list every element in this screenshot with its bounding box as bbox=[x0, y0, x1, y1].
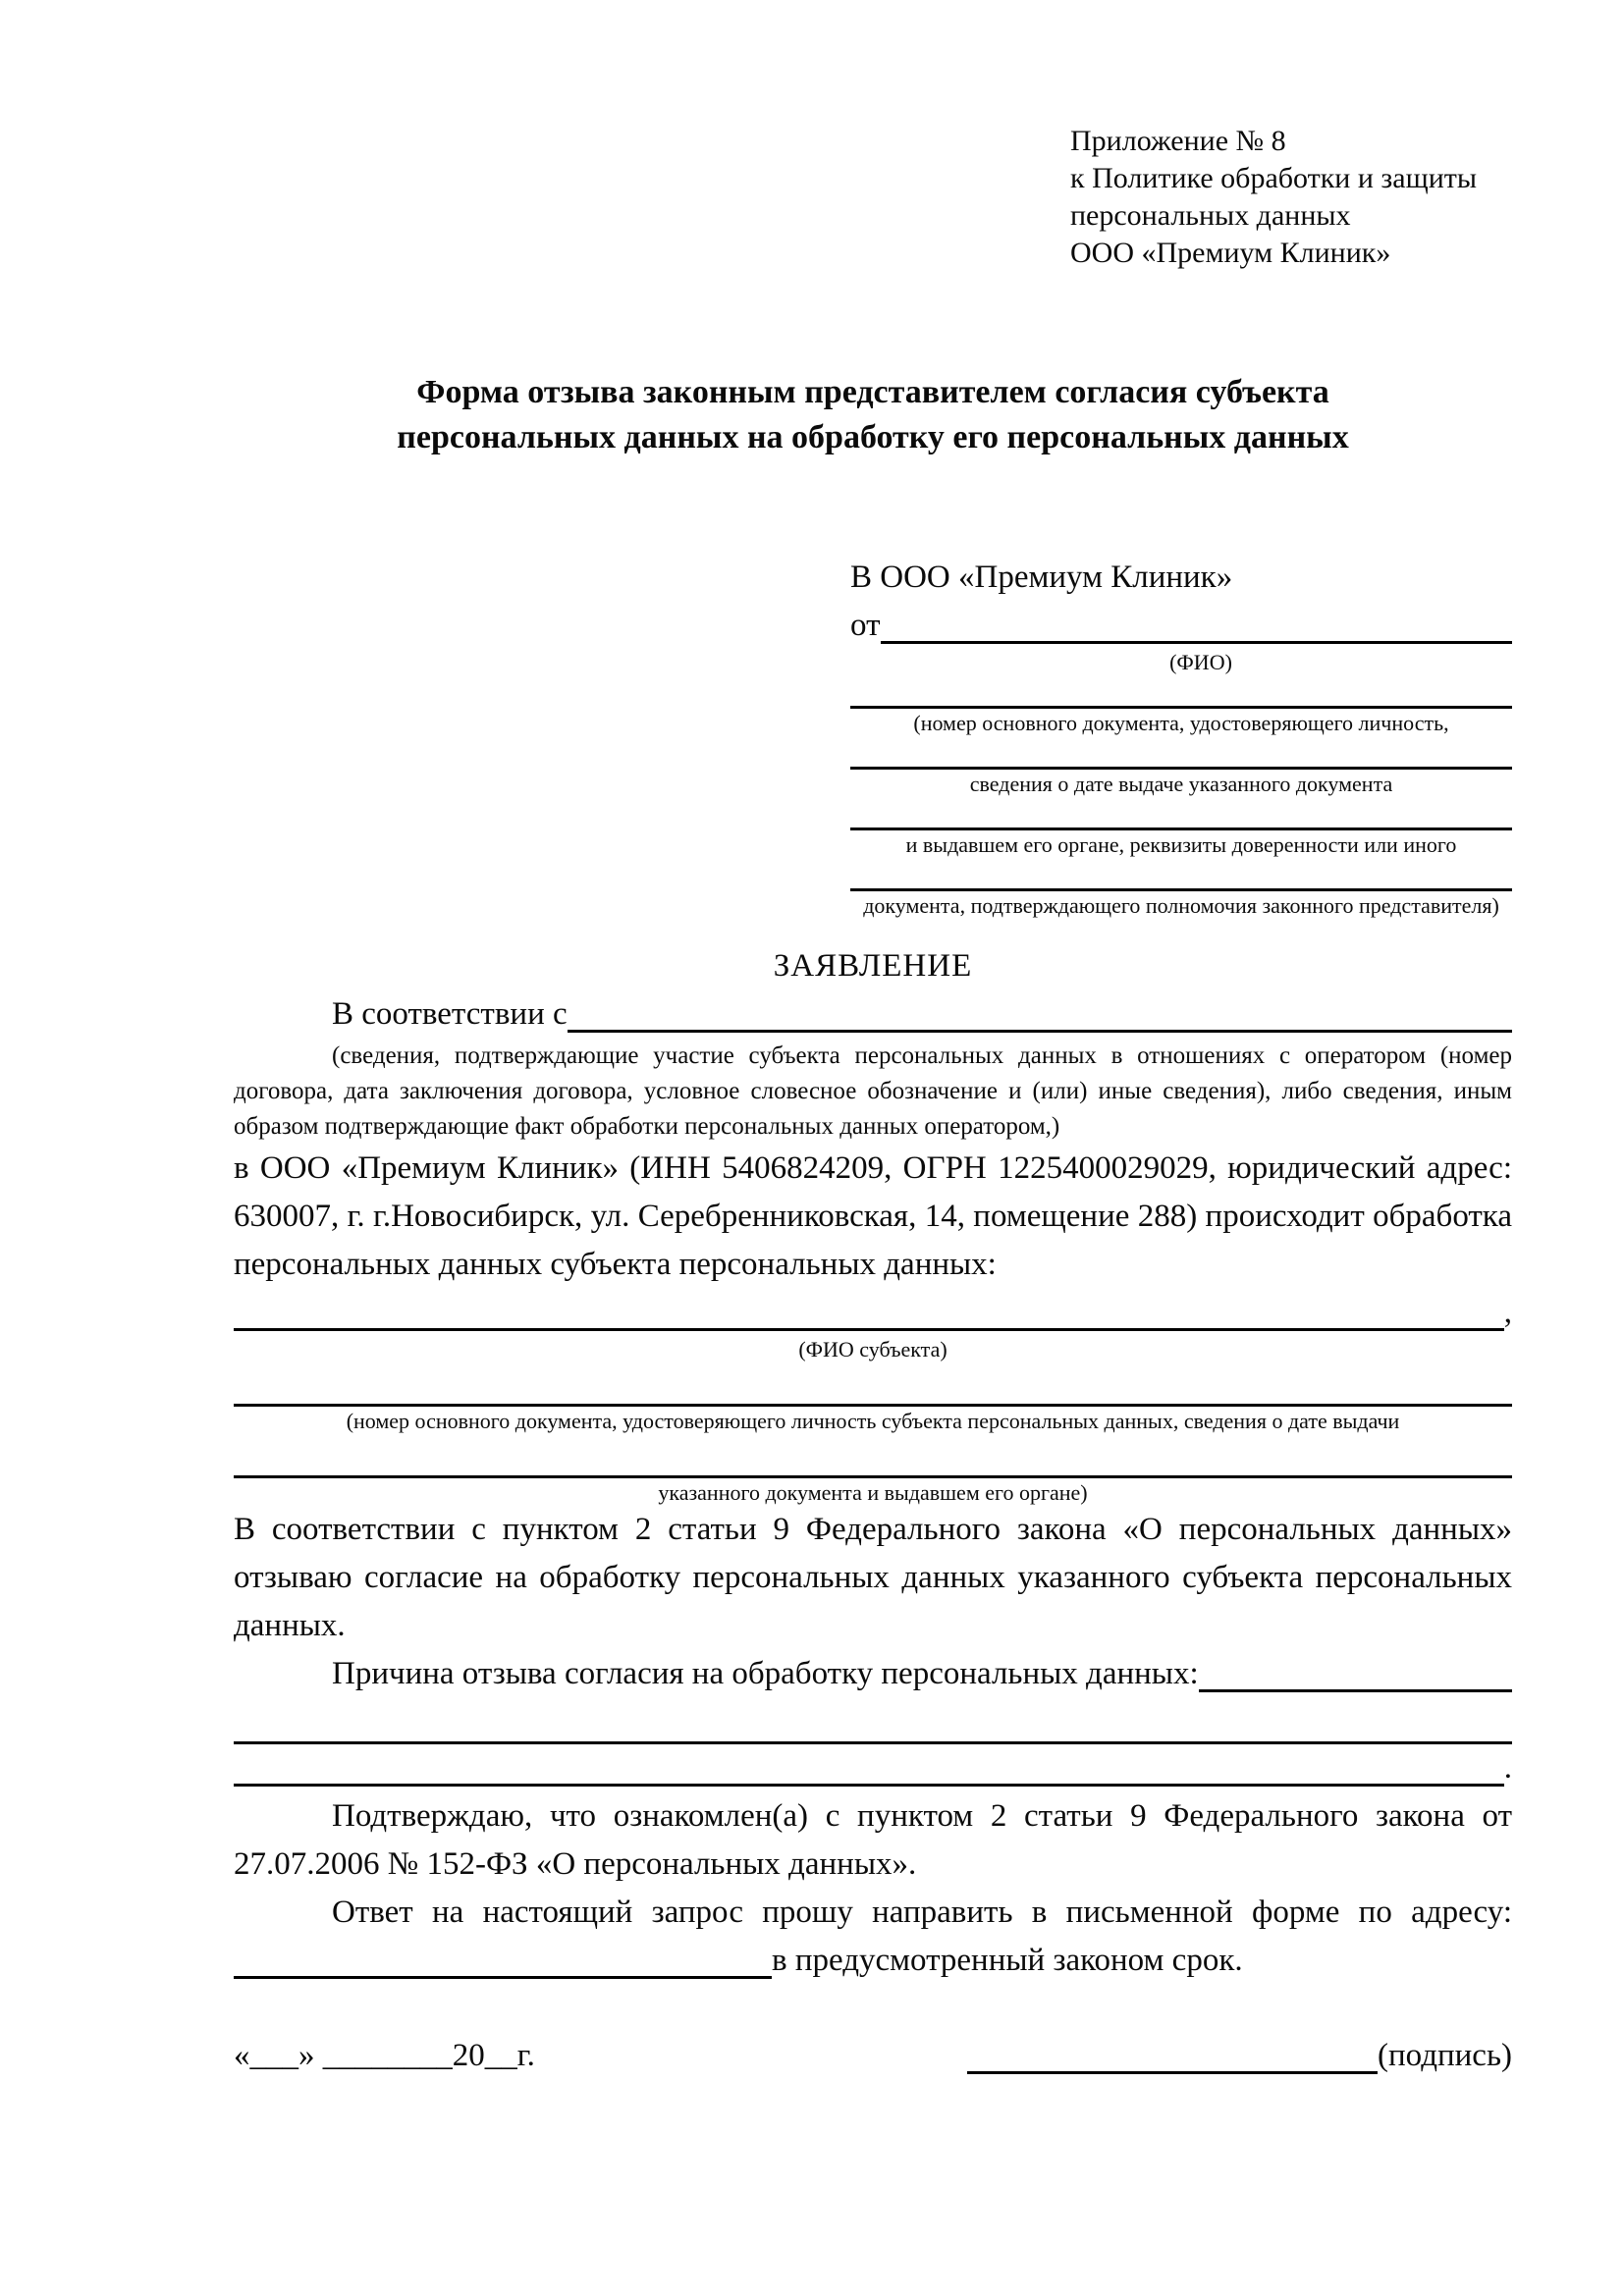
intro-blank-field[interactable] bbox=[568, 990, 1512, 1033]
subject-fio-row bbox=[234, 1289, 1512, 1337]
appendix-number: Приложение № 8 bbox=[1070, 125, 1286, 157]
reply-paragraph: Ответ на настоящий запрос прошу направить в письменной форме по адресу: bbox=[332, 1895, 1512, 1930]
representative-doc-field bbox=[850, 675, 1512, 736]
subject-fio-caption: (ФИО субъекта) bbox=[798, 1337, 947, 1362]
intro-row bbox=[234, 990, 1512, 1039]
reason-blank-field[interactable] bbox=[1199, 1650, 1512, 1692]
subject-fio-comma: , bbox=[1503, 1295, 1512, 1330]
doc-number-blank-field[interactable] bbox=[850, 675, 1512, 709]
representative-doc-field bbox=[850, 736, 1512, 797]
reason-continuation2-blank-field[interactable] bbox=[234, 1744, 1504, 1787]
signature-blank-field[interactable] bbox=[967, 2032, 1378, 2074]
from-label: от bbox=[850, 608, 881, 643]
doc-authority-caption: и выдавшем его органе, реквизиты доверенности или иного bbox=[905, 832, 1457, 857]
confirm-paragraph: Подтверждаю, что ознакомлен(а) с пунктом 2 статьи 9 Федерального закона от 27.07.2006 № 152-ФЗ «О персональных данных». bbox=[234, 1798, 1512, 1882]
withdraw-paragraph: В соответствии с пунктом 2 статьи 9 Федерального закона «О персональных данных» отзываю согласие на обработку персональных данных указанного субъекта персональных данных. bbox=[234, 1512, 1512, 1643]
signature-caption: (подпись) bbox=[1378, 2038, 1512, 2073]
doc-powers-caption: документа, подтверждающего полномочия законного представителя) bbox=[863, 893, 1499, 918]
operator-paragraph: в ООО «Премиум Клиник» (ИНН 5406824209, ОГРН 1225400029029, юридический адрес: 630007, г. г.Новосибирск, ул. Серебренниковская, 14, помещение 288) происходит обработка персональных данных субъекта персональных данных: bbox=[234, 1150, 1512, 1282]
doc-number-caption: (номер основного документа, удостоверяющего личность, bbox=[913, 711, 1449, 735]
reason-row bbox=[234, 1650, 1512, 1698]
doc-powers-blank-field[interactable] bbox=[850, 858, 1512, 891]
appendix-header bbox=[1070, 123, 1512, 272]
reason-period: . bbox=[1503, 1750, 1512, 1786]
doc-issue-date-caption: сведения о дате выдаче указанного документа bbox=[969, 772, 1393, 796]
representative-doc-field bbox=[850, 858, 1512, 919]
subject-fio-blank-field[interactable] bbox=[234, 1289, 1504, 1331]
subject-doc-caption-2: указанного документа и выдавшем его органе) bbox=[658, 1480, 1088, 1505]
reply-address-blank-field[interactable] bbox=[234, 1937, 772, 1979]
footer bbox=[234, 2032, 1512, 2080]
subject-doc-field bbox=[234, 1362, 1512, 1434]
reply-suffix: в предусмотренный законом срок. bbox=[772, 1943, 1243, 1978]
reason-continuation-blank-field[interactable] bbox=[234, 1714, 1512, 1744]
recipient-block bbox=[850, 554, 1512, 919]
subject-doc-issuer-blank-field[interactable] bbox=[234, 1434, 1512, 1478]
subject-doc-field bbox=[234, 1434, 1512, 1506]
intro-note: (сведения, подтверждающие участие субъекта персональных данных в отношениях с оператором (номер договора, дата заключения договора, условное словесное обозначение и (или) иные сведения), либо сведения, иным образом подтверждающие факт обработки персональных данных оператором,) bbox=[234, 1042, 1512, 1140]
from-name-blank-field[interactable] bbox=[881, 602, 1513, 644]
doc-issue-date-blank-field[interactable] bbox=[850, 736, 1512, 770]
statement-heading: ЗАЯВЛЕНИЕ bbox=[773, 948, 973, 984]
appendix-policy-line: к Политике обработки и защиты bbox=[1070, 162, 1478, 194]
doc-authority-blank-field[interactable] bbox=[850, 797, 1512, 830]
reason-label: Причина отзыва согласия на обработку персональных данных: bbox=[332, 1656, 1199, 1691]
document-title: Форма отзыва законным представителем согласия субъекта персональных данных на обработку его персональных данных bbox=[397, 374, 1349, 455]
reply-address-row bbox=[234, 1937, 1512, 1985]
from-row bbox=[850, 602, 1512, 650]
reason-continuation-row bbox=[234, 1744, 1512, 1792]
company-name: ООО «Премиум Клиник» bbox=[1070, 237, 1391, 269]
subject-doc-caption-1: (номер основного документа, удостоверяющего личность субъекта персональных данных, сведения о дате выдачи bbox=[346, 1409, 1400, 1433]
recipient-to: В ООО «Премиум Клиник» bbox=[850, 560, 1233, 595]
subject-doc-blank-field[interactable] bbox=[234, 1362, 1512, 1407]
fio-caption: (ФИО) bbox=[1169, 650, 1232, 674]
date-line: «___» ________20__г. bbox=[234, 2038, 535, 2073]
appendix-policy-line2: персональных данных bbox=[1070, 199, 1351, 232]
representative-doc-field bbox=[850, 797, 1512, 858]
signature-block bbox=[967, 2032, 1512, 2080]
intro-prefix: В соответствии с bbox=[332, 996, 568, 1032]
